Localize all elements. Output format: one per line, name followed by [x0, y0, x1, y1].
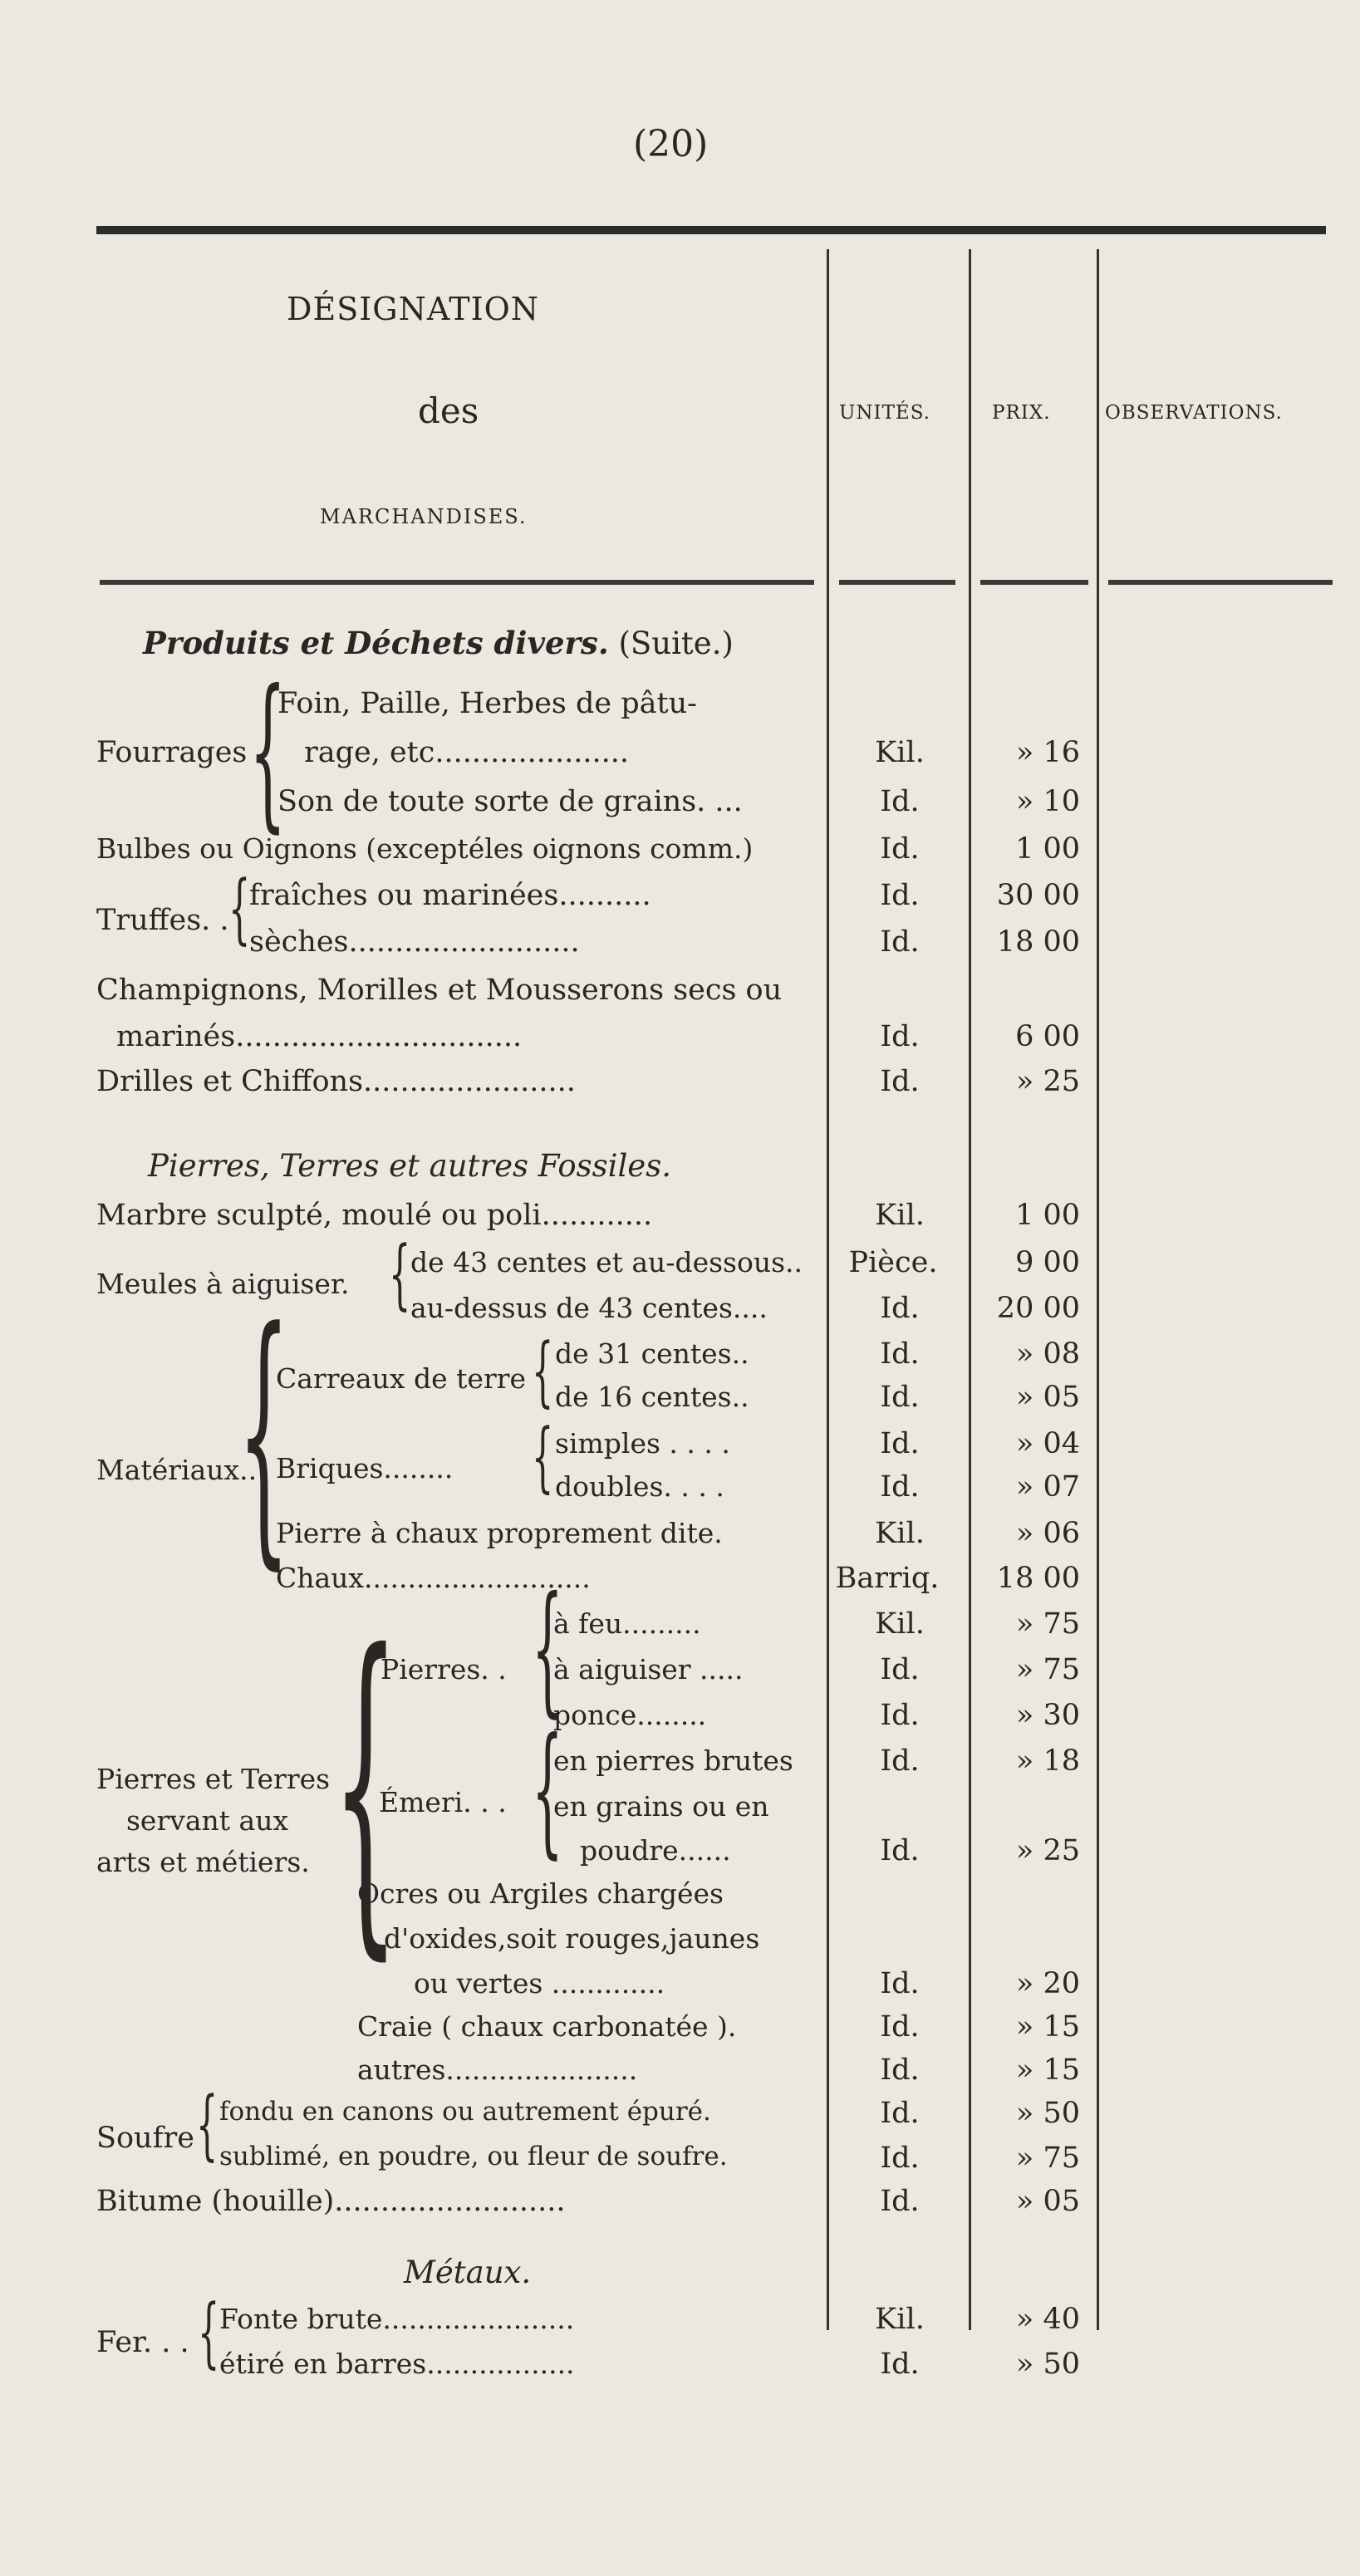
- unit-emeri-grains: Id.: [880, 1834, 920, 1867]
- header-des: des: [418, 390, 479, 431]
- row-bitume: Bitume (houille).........................: [96, 2185, 566, 2218]
- row-fonte: Fonte brute......................: [219, 2303, 575, 2335]
- unit-marbre: Kil.: [875, 1199, 925, 1232]
- unit-pierre-chaux: Kil.: [875, 1517, 925, 1550]
- price-champignons: 6 00: [1015, 1020, 1080, 1053]
- unit-truffes-fraiches: Id.: [880, 879, 920, 912]
- unit-briques-b: Id.: [880, 1470, 920, 1504]
- header-prix: PRIX.: [992, 402, 1051, 424]
- unit-pierres-feu: Kil.: [875, 1607, 925, 1641]
- row-emeri-grains-1: en grains ou en: [553, 1790, 769, 1823]
- row-pierres-feu: à feu.........: [553, 1607, 701, 1640]
- unit-drilles: Id.: [880, 1065, 920, 1098]
- unit-briques-a: Id.: [880, 1427, 920, 1460]
- unit-autres: Id.: [880, 2053, 920, 2087]
- row-pierre-chaux: Pierre à chaux proprement dite.: [276, 1517, 723, 1549]
- price-truffes-fraiches: 30 00: [996, 879, 1080, 912]
- label-materiaux: Matériaux..: [96, 1454, 258, 1486]
- section-produits-title-text: Produits et Déchets divers.: [143, 625, 609, 661]
- unit-soufre-b: Id.: [880, 2142, 920, 2175]
- row-soufre-b: sublimé, en poudre, ou fleur de soufre.: [219, 2142, 728, 2171]
- unit-champignons: Id.: [880, 1020, 920, 1053]
- unit-soufre-a: Id.: [880, 2097, 920, 2130]
- price-bulbes: 1 00: [1015, 832, 1080, 866]
- unit-fonte: Kil.: [875, 2303, 925, 2336]
- unit-ocres: Id.: [880, 1967, 920, 2000]
- row-meules-b: au-dessus de 43 centes....: [410, 1292, 768, 1324]
- row-pierres-aig: à aiguiser .....: [553, 1653, 744, 1685]
- header-rule-3: [980, 580, 1088, 585]
- row-emeri-grains-2: poudre......: [580, 1834, 731, 1867]
- unit-foin: Kil.: [875, 736, 925, 769]
- unit-bulbes: Id.: [880, 832, 920, 866]
- unit-truffes-seches: Id.: [880, 925, 920, 959]
- header-unites: UNITÉS.: [839, 402, 930, 424]
- unit-bitume: Id.: [880, 2185, 920, 2218]
- unit-carreaux-a: Id.: [880, 1337, 920, 1371]
- row-son: Son de toute sorte de grains. ...: [277, 785, 743, 818]
- price-pierres-ponce: » 30: [1015, 1699, 1080, 1732]
- brace-carreaux: {: [532, 1327, 554, 1416]
- row-chaux: Chaux..........................: [276, 1562, 591, 1594]
- price-carreaux-a: » 08: [1015, 1337, 1080, 1371]
- header-rule-1: [100, 580, 814, 585]
- row-soufre-a: fondu en canons ou autrement épuré.: [219, 2097, 711, 2127]
- price-marbre: 1 00: [1015, 1199, 1080, 1232]
- header-observations: OBSERVATIONS.: [1105, 402, 1283, 424]
- price-drilles: » 25: [1015, 1065, 1080, 1098]
- brace-pierres-terres: {: [332, 1582, 400, 1989]
- unit-emeri-brutes: Id.: [880, 1744, 920, 1778]
- unit-carreaux-b: Id.: [880, 1381, 920, 1414]
- section-metaux-title: Métaux.: [404, 2255, 532, 2290]
- brace-meules: {: [389, 1229, 411, 1318]
- unit-meules-b: Id.: [880, 1292, 920, 1325]
- unit-son: Id.: [880, 785, 920, 818]
- section-produits-suite: (Suite.): [618, 626, 734, 661]
- price-pierre-chaux: » 06: [1015, 1517, 1080, 1550]
- price-fonte: » 40: [1015, 2303, 1080, 2336]
- row-carreaux-a: de 31 centes..: [555, 1337, 749, 1370]
- row-foin-2: rage, etc.....................: [304, 736, 629, 769]
- price-chaux: 18 00: [996, 1562, 1080, 1595]
- price-soufre-b: » 75: [1015, 2142, 1080, 2175]
- row-marbre: Marbre sculpté, moulé ou poli............: [96, 1199, 653, 1232]
- price-briques-b: » 07: [1015, 1470, 1080, 1504]
- label-pierres: Pierres. .: [381, 1653, 507, 1685]
- price-carreaux-b: » 05: [1015, 1381, 1080, 1414]
- section-pierres-title: Pierres, Terres et autres Fossiles.: [148, 1148, 671, 1184]
- row-briques-b: doubles. . . .: [555, 1470, 724, 1503]
- price-etire: » 50: [1015, 2348, 1080, 2381]
- brace-fer: {: [198, 2288, 220, 2377]
- price-autres: » 15: [1015, 2053, 1080, 2087]
- row-champignons-2: marinés...............................: [116, 1020, 523, 1053]
- label-soufre: Soufre: [96, 2122, 194, 2155]
- row-drilles: Drilles et Chiffons.......................: [96, 1065, 576, 1098]
- unit-chaux: Barriq.: [835, 1562, 940, 1595]
- brace-materiaux: {: [238, 1273, 290, 1592]
- row-truffes-seches: sèches.........................: [249, 925, 580, 959]
- label-pierres-terres-3: arts et métiers.: [96, 1846, 310, 1878]
- price-meules-a: 9 00: [1015, 1246, 1080, 1279]
- label-emeri: Émeri. . .: [379, 1786, 507, 1818]
- label-truffes: Truffes. .: [96, 904, 229, 937]
- label-fer: Fer. . .: [96, 2326, 189, 2359]
- header-marchandises: MARCHANDISES.: [320, 505, 528, 528]
- price-bitume: » 05: [1015, 2185, 1080, 2218]
- row-autres: autres......................: [357, 2053, 638, 2086]
- price-pierres-feu: » 75: [1015, 1607, 1080, 1641]
- brace-pierres: {: [532, 1567, 563, 1731]
- row-briques-a: simples . . . .: [555, 1427, 730, 1460]
- header-rule-2: [839, 580, 955, 585]
- label-carreaux: Carreaux de terre: [276, 1362, 527, 1395]
- brace-fourrages: {: [249, 655, 287, 848]
- header-rule-4: [1108, 580, 1333, 585]
- price-truffes-seches: 18 00: [996, 925, 1080, 959]
- row-foin-1: Foin, Paille, Herbes de pâtu-: [277, 687, 697, 720]
- brace-truffes: {: [228, 864, 251, 953]
- row-ocres-3: ou vertes .............: [414, 1967, 665, 1999]
- header-designation: DÉSIGNATION: [287, 291, 539, 327]
- price-soufre-a: » 50: [1015, 2097, 1080, 2130]
- label-fourrages: Fourrages: [96, 736, 248, 769]
- unit-etire: Id.: [880, 2348, 920, 2381]
- unit-pierres-aig: Id.: [880, 1653, 920, 1686]
- label-pierres-terres-1: Pierres et Terres: [96, 1763, 331, 1795]
- price-meules-b: 20 00: [996, 1292, 1080, 1325]
- row-truffes-fraiches: fraîches ou marinées..........: [249, 879, 651, 912]
- price-emeri-grains: » 25: [1015, 1834, 1080, 1867]
- page-number: (20): [633, 123, 709, 165]
- brace-briques: {: [532, 1412, 554, 1501]
- column-rule-1: [827, 249, 829, 2330]
- row-ocres-2: d'oxides,soit rouges,jaunes: [384, 1922, 760, 1955]
- price-briques-a: » 04: [1015, 1427, 1080, 1460]
- row-craie: Craie ( chaux carbonatée ).: [357, 2010, 737, 2043]
- row-ocres-1: Ocres ou Argiles chargées: [357, 1877, 724, 1910]
- brace-soufre: {: [196, 2080, 218, 2169]
- label-pierres-terres-2: servant aux: [126, 1804, 289, 1837]
- top-rule: [96, 226, 1326, 234]
- label-briques: Briques........: [276, 1452, 454, 1484]
- unit-pierres-ponce: Id.: [880, 1699, 920, 1732]
- unit-craie: Id.: [880, 2010, 920, 2044]
- price-son: » 10: [1015, 785, 1080, 818]
- row-champignons-1: Champignons, Morilles et Mousserons secs ou: [96, 974, 783, 1007]
- row-pierres-ponce: ponce........: [553, 1699, 707, 1731]
- section-produits-title: [143, 625, 734, 661]
- page-number-value: 20: [647, 123, 695, 165]
- row-meules-a: de 43 centes et au-dessous..: [410, 1246, 803, 1278]
- brace-emeri: {: [532, 1708, 563, 1872]
- price-ocres: » 20: [1015, 1967, 1080, 2000]
- price-pierres-aig: » 75: [1015, 1653, 1080, 1686]
- row-carreaux-b: de 16 centes..: [555, 1381, 749, 1413]
- label-meules: Meules à aiguiser.: [96, 1268, 350, 1300]
- row-emeri-brutes: en pierres brutes: [553, 1744, 793, 1777]
- unit-meules-a: Pièce.: [848, 1246, 938, 1279]
- row-etire: étiré en barres.................: [219, 2348, 575, 2380]
- price-craie: » 15: [1015, 2010, 1080, 2044]
- row-bulbes: Bulbes ou Oignons (exceptéles oignons comm.): [96, 832, 754, 865]
- price-foin: » 16: [1015, 736, 1080, 769]
- column-rule-3: [1097, 249, 1099, 2330]
- price-emeri-brutes: » 18: [1015, 1744, 1080, 1778]
